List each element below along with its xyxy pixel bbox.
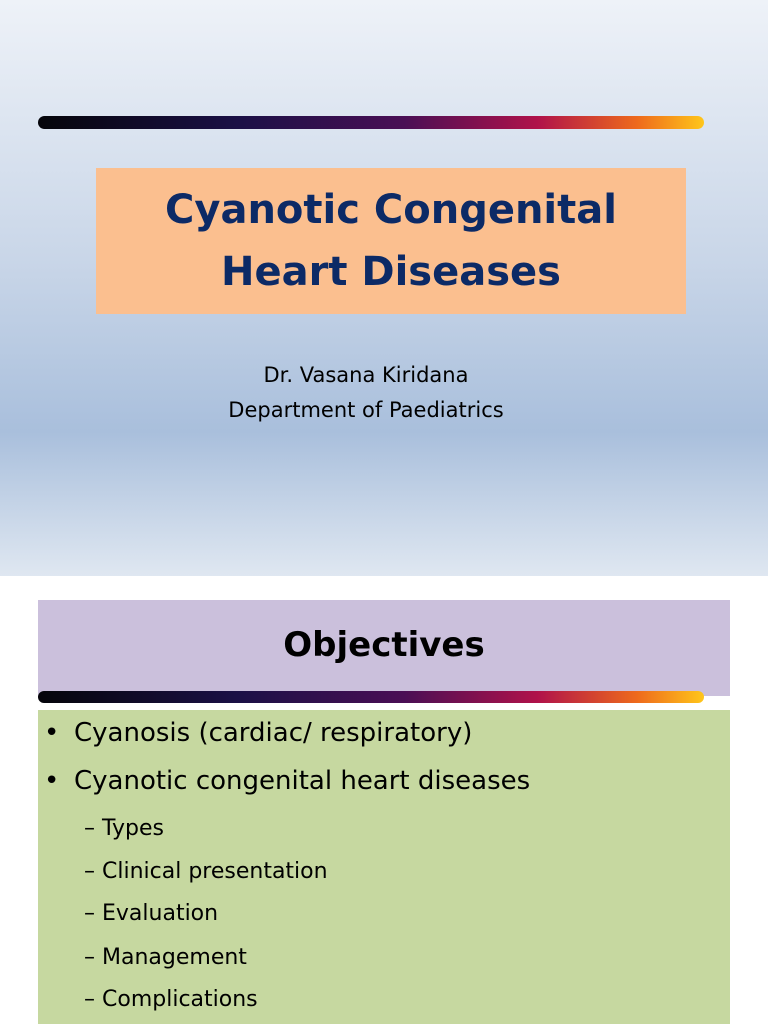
slide-title <box>165 179 617 303</box>
title-box <box>96 168 686 314</box>
bullet-item <box>44 718 472 748</box>
sub-item-text: Evaluation <box>102 901 219 926</box>
decorative-gradient-bar <box>38 116 704 129</box>
objectives-title: Objectives <box>283 625 485 665</box>
bullet-item <box>44 766 530 796</box>
bullet-text: Cyanosis (cardiac/ respiratory) <box>74 718 473 748</box>
sub-item-text: Complications <box>102 987 258 1012</box>
sub-item-text: Types <box>102 816 164 841</box>
sub-item-text: Clinical presentation <box>102 859 328 884</box>
slide-title-line-1: Cyanotic Congenital <box>165 187 617 233</box>
bullet-text: Cyanotic congenital heart diseases <box>74 766 531 796</box>
sub-item-text: Management <box>102 945 247 970</box>
author-department: Department of Paediatrics <box>228 398 504 422</box>
bullet-icon: • <box>44 766 60 796</box>
objectives-header <box>38 600 730 696</box>
sub-item: – Types <box>84 816 164 841</box>
sub-item: – Complications <box>84 987 258 1012</box>
objectives-content <box>38 710 730 1024</box>
sub-item: – Clinical presentation <box>84 859 328 884</box>
bullet-icon: • <box>44 718 60 748</box>
decorative-gradient-bar <box>38 691 704 703</box>
sub-item: – Evaluation <box>84 901 219 926</box>
slide-title-line-2: Heart Diseases <box>221 249 561 295</box>
sub-item: – Management <box>84 945 247 970</box>
author-name: Dr. Vasana Kiridana <box>263 363 469 387</box>
objectives-slide <box>0 576 768 1024</box>
